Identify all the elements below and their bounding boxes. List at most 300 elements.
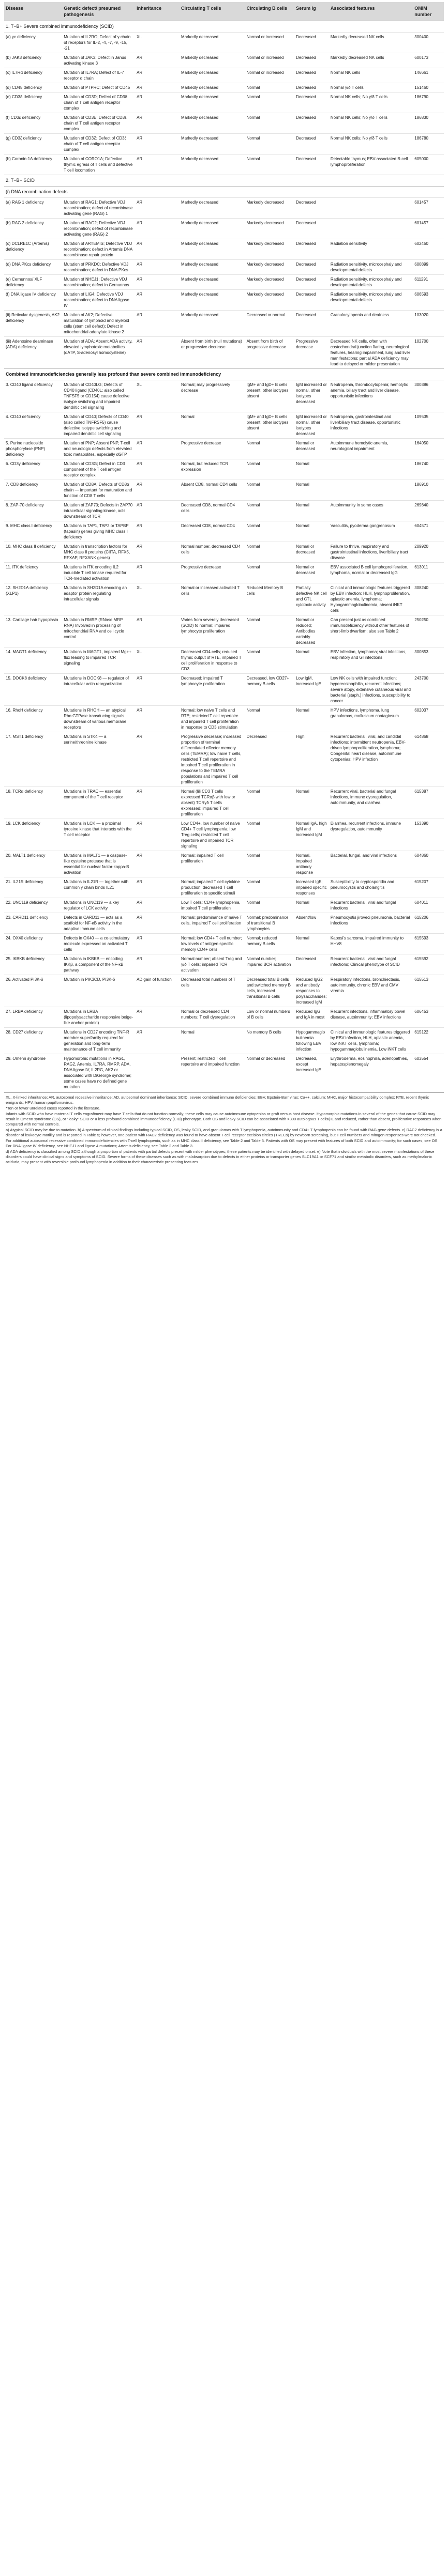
cell-serum-ig: Decreased bbox=[294, 311, 329, 337]
table-row bbox=[4, 380, 444, 412]
table-row bbox=[4, 615, 444, 647]
cell-serum-ig: Reduced IgG2 and antibody responses to polysaccharides; increased IgM bbox=[294, 975, 329, 1007]
cell-disease: 7. CD8 deficiency bbox=[4, 480, 62, 501]
cell-genetic-defect: Mutation of CD3E; Defect of CD3ε chain of T cell antigen receptor complex bbox=[62, 113, 135, 134]
footnote: For additional autosomal recessive combined immunodeficiencies with T-cell lymphopenia, such as in MHC class II deficiency, see Table 2 and Table 3. Patients with OS may present with features of both SCID and autoimmunity; for such cases, see OS. For DNA ligase IV deficiency, see NHEJ1 and ligase 4 mutations; Artemis deficiency, see Table 2 and Table 3. bbox=[6, 1138, 439, 1148]
cell-serum-ig: Normal bbox=[294, 480, 329, 501]
cell-disease: 25. IKBKB deficiency bbox=[4, 954, 62, 975]
cell-b-cells: Normal bbox=[245, 155, 295, 175]
table-row bbox=[4, 311, 444, 337]
cell-serum-ig: Normal bbox=[294, 787, 329, 819]
cell-serum-ig: Decreased bbox=[294, 275, 329, 290]
table-row bbox=[4, 83, 444, 92]
section-title: 1. T−B+ Severe combined immunodeficiency (SCID) bbox=[4, 21, 444, 33]
cell-disease: (c) DCLRE1C (Artemis) deficiency bbox=[4, 239, 62, 260]
section-title: (i) DNA recombination defects bbox=[4, 187, 444, 198]
header-disease: Disease bbox=[4, 2, 62, 21]
cell-associated-features: Respiratory infections, bronchiectasis, autoimmunity, chronic EBV and CMV viremia bbox=[329, 975, 413, 1007]
cell-associated-features: Radiation sensitivity, microcephaly and developmental defects bbox=[329, 275, 413, 290]
cell-t-cells: Low CD4+, low number of naive CD4+ T cell lymphopenia; low Treg cells; restricted T cell repertoire and impaired TCR signaling bbox=[180, 819, 245, 851]
cell-t-cells: Decreased total numbers of T cells bbox=[180, 975, 245, 1007]
table-row bbox=[4, 113, 444, 134]
cell-serum-ig: Normal, impaired antibody response bbox=[294, 851, 329, 877]
table-row bbox=[4, 819, 444, 851]
cell-genetic-defect: Hypomorphic mutations in RAG1, RAG2, Artemis, IL7RA, RMRP, ADA, DNA ligase IV, IL2RG, AK2 or associated with DiGeorge syndrome; some cases have no defined gene mutation bbox=[62, 1054, 135, 1092]
cell-omim: 615592 bbox=[413, 954, 444, 975]
table-row bbox=[4, 219, 444, 239]
cell-t-cells: Absent from birth (null mutations) or progressive decrease bbox=[180, 337, 245, 369]
cell-b-cells: No memory B cells bbox=[245, 1028, 295, 1054]
cell-associated-features bbox=[329, 219, 413, 239]
table-row bbox=[4, 583, 444, 615]
cell-genetic-defect: Mutations in IKBKB — encoding IKKβ, a component of the NF-κB pathway bbox=[62, 954, 135, 975]
cell-t-cells: Markedly decreased bbox=[180, 155, 245, 175]
table-row bbox=[4, 412, 444, 439]
cell-inheritance: AR bbox=[135, 1007, 180, 1028]
cell-genetic-defect: Mutation of LIG4; Defective VDJ recombination; defect in DNA ligase IV bbox=[62, 290, 135, 311]
cell-disease: 29. Omenn syndrome bbox=[4, 1054, 62, 1092]
cell-b-cells: Normal bbox=[245, 647, 295, 674]
cell-t-cells: Normal bbox=[180, 412, 245, 439]
cell-associated-features: Low NK cells with impaired function; hypereosinophilia, recurrent infections; severe atopy, extensive cutaneous viral and bacterial (staph.) infections, susceptibility to cancer bbox=[329, 674, 413, 706]
cell-inheritance: AR bbox=[135, 68, 180, 83]
section-row bbox=[4, 369, 444, 380]
cell-associated-features: Clinical and immunologic features triggered by EBV infection: HLH, lymphoproliferation, aplastic anemia, lymphoma; Hypogammaglobulinemia, absent iNKT cells bbox=[329, 583, 413, 615]
cell-omim: 109535 bbox=[413, 412, 444, 439]
cell-disease: 4. CD40 deficiency bbox=[4, 412, 62, 439]
table-row bbox=[4, 68, 444, 83]
cell-b-cells: Normal bbox=[245, 521, 295, 542]
cell-t-cells: Decreased CD4 cells; reduced thymic output of RTE, impaired T cell proliferation in response to CD3 bbox=[180, 647, 245, 674]
table-row bbox=[4, 92, 444, 113]
cell-genetic-defect: Mutations in DOCK8 — regulator of intracellular actin reorganization bbox=[62, 674, 135, 706]
cell-associated-features: HPV infections, lymphoma, lung granulomas, molluscum contagiosum bbox=[329, 706, 413, 732]
cell-b-cells: IgM+ and IgD+ B cells present, other isotypes absent bbox=[245, 380, 295, 412]
table-row bbox=[4, 155, 444, 175]
cell-genetic-defect: Mutation of IL7RA; Defect of IL-7 receptor α chain bbox=[62, 68, 135, 83]
cell-b-cells: Reduced Memory B cells bbox=[245, 583, 295, 615]
cell-genetic-defect: Mutation of CD3G; Defect in CD3 component of the T cell antigen receptor complex bbox=[62, 459, 135, 480]
cell-inheritance: AR bbox=[135, 198, 180, 219]
cell-omim: 153390 bbox=[413, 819, 444, 851]
cell-b-cells: Normal or increased bbox=[245, 53, 295, 68]
cell-serum-ig: Normal bbox=[294, 521, 329, 542]
table-row bbox=[4, 542, 444, 563]
table-row bbox=[4, 275, 444, 290]
cell-associated-features: Autoimmune hemolytic anemia, neurological impairment bbox=[329, 439, 413, 459]
cell-serum-ig: Reduced IgG and IgA in most bbox=[294, 1007, 329, 1028]
cell-omim: 615206 bbox=[413, 913, 444, 934]
cell-omim: 300386 bbox=[413, 380, 444, 412]
cell-omim: 615513 bbox=[413, 975, 444, 1007]
cell-genetic-defect: Mutation of RAG1; Defective VDJ recombination; defect of recombinase activating gene (RAG) 1 bbox=[62, 198, 135, 219]
cell-associated-features: Granulocytopenia and deafness bbox=[329, 311, 413, 337]
cell-genetic-defect: Mutation of PTPRC; Defect of CD45 bbox=[62, 83, 135, 92]
cell-disease: (a) RAG 1 deficiency bbox=[4, 198, 62, 219]
cell-genetic-defect: Mutation of NHEJ1; Defective VDJ recombination; defect in Cernunnos bbox=[62, 275, 135, 290]
cell-t-cells: Decreased CD8, normal CD4 bbox=[180, 521, 245, 542]
cell-omim: 604571 bbox=[413, 521, 444, 542]
footnote: a) Atypical SCID may be due to mutation. b) A spectrum of clinical findings including typical SCID, OS, leaky SCID, and granulomas with T lymphopenia, autoimmunity and CD4+ T lymphopenia can be found with RAG gene defects. c) RAC2 deficiency is a disorder of leukocyte motility and is reported in Table 5; however, one patient with RAC2 deficiency was found to have absent T cell receptor excision circles (TRECs) by newborn screening, but T cell numbers and mitogen responses were not checked. bbox=[6, 1128, 442, 1137]
section-title: 2. T−B− SCID bbox=[4, 175, 444, 187]
cell-associated-features: Detectable thymus; EBV-associated B-cell lymphoproliferation bbox=[329, 155, 413, 175]
cell-b-cells: Normal bbox=[245, 83, 295, 92]
cell-b-cells: Decreased or normal bbox=[245, 311, 295, 337]
cell-inheritance: AD gain of function bbox=[135, 975, 180, 1007]
cell-genetic-defect: Mutation of ARTEMIS; Defective VDJ recombination; defect in Artemis DNA recombinase-repair protein bbox=[62, 239, 135, 260]
cell-b-cells: Normal or decreased bbox=[245, 1054, 295, 1092]
cell-associated-features: Normal NK cells; No γ/δ T cells bbox=[329, 134, 413, 155]
cell-t-cells: Decreased CD8, normal CD4 cells bbox=[180, 501, 245, 521]
cell-disease: 27. LRBA deficiency bbox=[4, 1007, 62, 1028]
table-row bbox=[4, 898, 444, 913]
cell-disease: (b) JAK3 deficiency bbox=[4, 53, 62, 68]
cell-disease: (ii) Reticular dysgenesis, AK2 deficiency bbox=[4, 311, 62, 337]
cell-b-cells: Normal number; impaired BCR activation bbox=[245, 954, 295, 975]
cell-serum-ig: Decreased bbox=[294, 239, 329, 260]
cell-omim: 151460 bbox=[413, 83, 444, 92]
cell-serum-ig: Normal or decreased bbox=[294, 439, 329, 459]
cell-t-cells: Markedly decreased bbox=[180, 290, 245, 311]
cell-disease: (e) Cernunnos/ XLF deficiency bbox=[4, 275, 62, 290]
cell-disease: 11. ITK deficiency bbox=[4, 563, 62, 583]
cell-serum-ig: Decreased bbox=[294, 83, 329, 92]
section-title: Combined immunodeficiencies generally less profound than severe combined immunodeficiency bbox=[4, 369, 444, 380]
cell-associated-features: Decreased NK cells, often with costochondral junction flaring, neurological features, hearing impairment, lung and liver manifestations; partial ADA deficiency may lead to delayed or milder presentation bbox=[329, 337, 413, 369]
cell-disease: 23. CARD11 deficiency bbox=[4, 913, 62, 934]
cell-t-cells: Markedly decreased bbox=[180, 219, 245, 239]
cell-inheritance: AR bbox=[135, 83, 180, 92]
cell-disease: (iii) Adenosine deaminase (ADA) deficiency bbox=[4, 337, 62, 369]
section-row bbox=[4, 175, 444, 187]
cell-b-cells: Normal bbox=[245, 542, 295, 563]
table-row bbox=[4, 480, 444, 501]
cell-t-cells: Normal; low CD4+ T cell number; low levels of antigen specific memory CD4+ cells bbox=[180, 934, 245, 954]
cell-inheritance: AR bbox=[135, 155, 180, 175]
cell-associated-features: Clinical and immunologic features triggered by EBV infection, HLH, aplastic anemia, low iNKT cells, lymphoma; hypogammaglobulinemia, Low iNKT cells bbox=[329, 1028, 413, 1054]
cell-serum-ig: Hypogammaglobulinemia following EBV infection bbox=[294, 1028, 329, 1054]
cell-omim: 615122 bbox=[413, 1028, 444, 1054]
cell-t-cells: Normal or decreased CD4 numbers; T cell dysregulation bbox=[180, 1007, 245, 1028]
header-associated-features: Associated features bbox=[329, 2, 413, 21]
cell-genetic-defect: Defects in OX40 — a co-stimulatory molecule expressed on activated T cells bbox=[62, 934, 135, 954]
cell-disease: 28. CD27 deficiency bbox=[4, 1028, 62, 1054]
cell-disease: 15. DOCK8 deficiency bbox=[4, 674, 62, 706]
cell-associated-features bbox=[329, 459, 413, 480]
table-row bbox=[4, 439, 444, 459]
cell-inheritance: AR bbox=[135, 819, 180, 851]
cell-disease: (c) IL7Rα deficiency bbox=[4, 68, 62, 83]
cell-disease: 14. MAGT1 deficiency bbox=[4, 647, 62, 674]
cell-disease: 10. MHC class II deficiency bbox=[4, 542, 62, 563]
footnote: d) ADA deficiency is classified among SCID although a proportion of patients with partial defects present with milder phenotypes; these patients may be identified with delayed onset. e) Note that individuals with the most severe manifestations of these disorders could have clinical signs and symptoms of SCID. Severe forms of these diseases such as with malabsorption due to defects in either proteins or transporter genes SLC19A1 or SCF71 and similar metabolic disorders, such as methylmalonic aciduria, may present with reversible profound lymphopenia in addition to their characteristic presenting features. bbox=[6, 1149, 435, 1164]
cell-omim: 300853 bbox=[413, 647, 444, 674]
cell-inheritance: AR bbox=[135, 439, 180, 459]
cell-serum-ig: Decreased bbox=[294, 134, 329, 155]
cell-associated-features: EBV associated B cell lymphoproliferation, lymphoma, normal or decreased IgG bbox=[329, 563, 413, 583]
cell-t-cells: Normal number, decreased CD4 cells bbox=[180, 542, 245, 563]
cell-serum-ig: Decreased bbox=[294, 954, 329, 975]
footnote: XL, X-linked inheritance; AR, autosomal recessive inheritance; AD, autosomal dominant inheritance; SCID, severe combined immune deficiencies; EBV, Epstein-Barr virus; Ca++, calcium; MHC, major histocompatibility complex; RTE, recent thymic emigrants; HPV, human papillomavirus. bbox=[6, 1095, 429, 1105]
table-row bbox=[4, 787, 444, 819]
table-row bbox=[4, 198, 444, 219]
cell-inheritance: XL bbox=[135, 583, 180, 615]
cell-omim: 601457 bbox=[413, 198, 444, 219]
table-row bbox=[4, 290, 444, 311]
cell-b-cells: Normal bbox=[245, 898, 295, 913]
cell-genetic-defect: Mutations in STK4 — a serine/threonine kinase bbox=[62, 732, 135, 787]
cell-omim: 602450 bbox=[413, 239, 444, 260]
cell-b-cells: Normal bbox=[245, 851, 295, 877]
cell-b-cells: Markedly decreased bbox=[245, 290, 295, 311]
cell-omim: 600899 bbox=[413, 260, 444, 275]
cell-inheritance: AR bbox=[135, 913, 180, 934]
cell-serum-ig: Decreased bbox=[294, 33, 329, 53]
cell-genetic-defect: Mutation of RAG2; Defective VDJ recombination; defect of recombinase activating gene (RAG) 2 bbox=[62, 219, 135, 239]
cell-omim: 243700 bbox=[413, 674, 444, 706]
cell-genetic-defect: Mutation of PRKDC; Defective VDJ recombination; defect in DNA PKcs bbox=[62, 260, 135, 275]
cell-serum-ig: Decreased bbox=[294, 260, 329, 275]
table-row bbox=[4, 1028, 444, 1054]
cell-t-cells: Markedly decreased bbox=[180, 134, 245, 155]
cell-associated-features: Autoimmunity in some cases bbox=[329, 501, 413, 521]
cell-genetic-defect: Mutations in RHOH — an atypical Rho GTPase transducing signals downstream of various membrane receptors bbox=[62, 706, 135, 732]
cell-b-cells: Decreased total B cells and switched memory B cells, increased transitional B cells bbox=[245, 975, 295, 1007]
cell-b-cells: Absent from birth of progressive decrease bbox=[245, 337, 295, 369]
cell-inheritance: XL bbox=[135, 647, 180, 674]
cell-omim: 615387 bbox=[413, 787, 444, 819]
cell-t-cells: Markedly decreased bbox=[180, 68, 245, 83]
cell-genetic-defect: Mutation of ADA; Absent ADA activity, elevated lymphotoxic metabolites (dATP, S-adenosyl homocysteine) bbox=[62, 337, 135, 369]
cell-associated-features bbox=[329, 480, 413, 501]
header-t-cells: Circulating T cells bbox=[180, 2, 245, 21]
cell-t-cells: Progressive decrease; increased proportion of terminal differentiated effector memory cells (TEMRA); low naive T cells, restricted T cell repertoire and impaired T cell proliferation in response to the TEMRA populations and impaired T cell proliferation bbox=[180, 732, 245, 787]
table-row bbox=[4, 33, 444, 53]
cell-inheritance: AR bbox=[135, 1028, 180, 1054]
cell-b-cells: Normal bbox=[245, 459, 295, 480]
cell-genetic-defect: Mutations in LCK — a proximal tyrosine kinase that interacts with the T cell receptor bbox=[62, 819, 135, 851]
table-row bbox=[4, 674, 444, 706]
cell-associated-features: Radiation sensitivity, microcephaly and developmental defects bbox=[329, 290, 413, 311]
cell-inheritance: XL bbox=[135, 380, 180, 412]
cell-associated-features: Recurrent infections, inflammatory bowel disease, autoimmunity; EBV infections bbox=[329, 1007, 413, 1028]
cell-t-cells: Present; restricted T cell repertoire and impaired function bbox=[180, 1054, 245, 1092]
cell-inheritance: AR bbox=[135, 53, 180, 68]
cell-b-cells: Normal; predominance of transitional B lymphocytes bbox=[245, 913, 295, 934]
header-genetic-defect: Genetic defect/ presumed pathogenesis bbox=[62, 2, 135, 21]
cell-omim: 601457 bbox=[413, 219, 444, 239]
cell-inheritance: AR bbox=[135, 290, 180, 311]
cell-disease: 22. UNC119 deficiency bbox=[4, 898, 62, 913]
cell-serum-ig: Normal bbox=[294, 898, 329, 913]
cell-omim: 186740 bbox=[413, 459, 444, 480]
cell-genetic-defect: Mutations in SH2D1A encoding an adaptor protein regulating intracellular signals bbox=[62, 583, 135, 615]
cell-b-cells: Normal bbox=[245, 134, 295, 155]
cell-b-cells: Normal bbox=[245, 819, 295, 851]
table-row bbox=[4, 1007, 444, 1028]
cell-b-cells: Markedly decreased bbox=[245, 239, 295, 260]
cell-b-cells: Normal bbox=[245, 787, 295, 819]
cell-disease: 16. RhoH deficiency bbox=[4, 706, 62, 732]
cell-inheritance: AR bbox=[135, 563, 180, 583]
cell-serum-ig: Normal bbox=[294, 706, 329, 732]
table-row bbox=[4, 1054, 444, 1092]
cell-inheritance: AR bbox=[135, 877, 180, 898]
cell-inheritance: AR bbox=[135, 898, 180, 913]
cell-omim: 604011 bbox=[413, 898, 444, 913]
table-row bbox=[4, 877, 444, 898]
cell-b-cells: Normal or increased bbox=[245, 33, 295, 53]
table-row bbox=[4, 501, 444, 521]
cell-serum-ig: Decreased bbox=[294, 53, 329, 68]
cell-disease: 3. CD40 ligand deficiency bbox=[4, 380, 62, 412]
header-b-cells: Circulating B cells bbox=[245, 2, 295, 21]
cell-serum-ig: Increased IgE; impaired specific responses bbox=[294, 877, 329, 898]
cell-omim: 308240 bbox=[413, 583, 444, 615]
cell-inheritance: AR bbox=[135, 674, 180, 706]
cell-disease: (d) DNA PKcs deficiency bbox=[4, 260, 62, 275]
cell-b-cells: Normal bbox=[245, 480, 295, 501]
cell-b-cells: Normal bbox=[245, 113, 295, 134]
cell-genetic-defect: Mutations in TAP1, TAP2 or TAPBP (tapasin) genes giving MHC class I deficiency bbox=[62, 521, 135, 542]
cell-omim: 186910 bbox=[413, 480, 444, 501]
immunodeficiency-table bbox=[4, 2, 444, 1091]
cell-genetic-defect: Mutation of CD3D; Defect of CD3δ chain of T cell antigen receptor complex bbox=[62, 92, 135, 113]
table-body bbox=[4, 21, 444, 1092]
cell-b-cells: Decreased bbox=[245, 732, 295, 787]
cell-t-cells: Normal bbox=[180, 1028, 245, 1054]
cell-genetic-defect: Mutation of CD40LG; Defects of CD40 ligand (CD40L; also called TNFSF5 or CD154) cause defective isotype switching and impaired dendritic cell signaling bbox=[62, 380, 135, 412]
cell-inheritance: AR bbox=[135, 92, 180, 113]
cell-inheritance: AR bbox=[135, 615, 180, 647]
cell-t-cells: Markedly decreased bbox=[180, 53, 245, 68]
cell-genetic-defect: Mutation in transcription factors for MHC class II proteins (CIITA, RFX5, RFXAP, RFXANK genes) bbox=[62, 542, 135, 563]
cell-omim: 186830 bbox=[413, 113, 444, 134]
cell-genetic-defect: Mutation of ZAP70; Defects in ZAP70 intracellular signaling kinase, acts downstream of TCR bbox=[62, 501, 135, 521]
cell-omim: 269840 bbox=[413, 501, 444, 521]
cell-t-cells: Progressive decrease bbox=[180, 563, 245, 583]
cell-omim: 103020 bbox=[413, 311, 444, 337]
cell-t-cells: Low T cells: CD4+ lymphopenia, impaired T cell proliferation bbox=[180, 898, 245, 913]
cell-serum-ig: Normal or reduced; Antibodies variably decreased bbox=[294, 615, 329, 647]
cell-inheritance: AR bbox=[135, 134, 180, 155]
cell-disease: (f) DNA ligase IV deficiency bbox=[4, 290, 62, 311]
cell-t-cells: Normal; impaired T cell proliferation bbox=[180, 851, 245, 877]
cell-t-cells: Absent CD8, normal CD4 cells bbox=[180, 480, 245, 501]
cell-omim: 250250 bbox=[413, 615, 444, 647]
cell-inheritance: AR bbox=[135, 732, 180, 787]
cell-genetic-defect: Mutation of CD40; Defects of CD40 (also called TNFRSF5) cause defective isotype switching and impaired dendritic cell signaling bbox=[62, 412, 135, 439]
cell-inheritance: AR bbox=[135, 239, 180, 260]
table-row bbox=[4, 563, 444, 583]
cell-t-cells: Markedly decreased bbox=[180, 198, 245, 219]
cell-associated-features: Pneumocystis jiroveci pneumonia, bacterial infections bbox=[329, 913, 413, 934]
table-row bbox=[4, 934, 444, 954]
cell-b-cells: Low or normal numbers of B cells bbox=[245, 1007, 295, 1028]
cell-t-cells: Decreased; impaired T lymphocyte proliferation bbox=[180, 674, 245, 706]
table-row bbox=[4, 975, 444, 1007]
table-row bbox=[4, 337, 444, 369]
cell-t-cells: Markedly decreased bbox=[180, 239, 245, 260]
cell-serum-ig: Low IgM, increased IgE bbox=[294, 674, 329, 706]
cell-inheritance: AR bbox=[135, 542, 180, 563]
cell-inheritance: AR bbox=[135, 501, 180, 521]
cell-associated-features: Can present just as combined immunodeficiency without other features of short-limb dwarfism; also see Table 2 bbox=[329, 615, 413, 647]
cell-associated-features: Normal NK cells bbox=[329, 68, 413, 83]
header-inheritance: Inheritance bbox=[135, 2, 180, 21]
cell-associated-features: Normal γ/δ T cells bbox=[329, 83, 413, 92]
cell-disease: 8. ZAP-70 deficiency bbox=[4, 501, 62, 521]
cell-serum-ig: Decreased bbox=[294, 290, 329, 311]
cell-disease: 9. MHC class I deficiency bbox=[4, 521, 62, 542]
table-row bbox=[4, 954, 444, 975]
cell-genetic-defect: Mutation of CD8A; Defects of CD8α chain — important for maturation and function of CD8 T cells bbox=[62, 480, 135, 501]
cell-t-cells: Normal or increased activated T cells bbox=[180, 583, 245, 615]
cell-omim: 600173 bbox=[413, 53, 444, 68]
cell-t-cells: Markedly decreased bbox=[180, 92, 245, 113]
cell-disease: (h) Coronin-1A deficiency bbox=[4, 155, 62, 175]
cell-serum-ig: IgM increased or normal, other isotypes decreased bbox=[294, 412, 329, 439]
cell-inheritance: AR bbox=[135, 459, 180, 480]
cell-serum-ig: Normal IgA, high IgM and increased IgM bbox=[294, 819, 329, 851]
footnotes bbox=[4, 1092, 444, 1165]
cell-inheritance: AR bbox=[135, 412, 180, 439]
cell-disease: 21. IL21R deficiency bbox=[4, 877, 62, 898]
cell-inheritance: AR bbox=[135, 311, 180, 337]
cell-t-cells: Markedly decreased bbox=[180, 311, 245, 337]
cell-associated-features: Markedly decreased NK cells bbox=[329, 33, 413, 53]
cell-serum-ig: Normal bbox=[294, 459, 329, 480]
cell-inheritance: AR bbox=[135, 260, 180, 275]
cell-t-cells: Normal number; absent Treg and γ/δ T cells; impaired TCR activation bbox=[180, 954, 245, 975]
cell-inheritance bbox=[135, 1054, 180, 1092]
cell-b-cells: Normal bbox=[245, 439, 295, 459]
table-row bbox=[4, 913, 444, 934]
cell-disease: (e) CD3δ deficiency bbox=[4, 92, 62, 113]
cell-b-cells: Normal bbox=[245, 563, 295, 583]
cell-t-cells: Normal; impaired T cell cytokine production; decreased T cell proliferation to specific stimuli bbox=[180, 877, 245, 898]
cell-associated-features: Markedly decreased NK cells bbox=[329, 53, 413, 68]
cell-b-cells: Markedly decreased bbox=[245, 198, 295, 219]
cell-serum-ig: Absent/low bbox=[294, 913, 329, 934]
cell-b-cells: Markedly decreased bbox=[245, 260, 295, 275]
cell-disease: 24. OX40 deficiency bbox=[4, 934, 62, 954]
cell-b-cells: Markedly decreased bbox=[245, 275, 295, 290]
cell-omim: 186790 bbox=[413, 92, 444, 113]
cell-associated-features: Failure to thrive, respiratory and gastrointestinal infections, liver/biliary tract disease bbox=[329, 542, 413, 563]
cell-serum-ig: Normal or decreased bbox=[294, 563, 329, 583]
cell-omim: 209920 bbox=[413, 542, 444, 563]
cell-inheritance: AR bbox=[135, 275, 180, 290]
cell-t-cells: Markedly decreased bbox=[180, 275, 245, 290]
cell-genetic-defect: Mutations in ITK encoding IL2 inducible T cell kinase required for TCR-mediated activation bbox=[62, 563, 135, 583]
cell-omim: 613011 bbox=[413, 563, 444, 583]
cell-associated-features: Vasculitis, pyoderma gangrenosum bbox=[329, 521, 413, 542]
cell-disease: 20. MALT1 deficiency bbox=[4, 851, 62, 877]
cell-associated-features: Normal NK cells; No γ/δ T cells bbox=[329, 92, 413, 113]
cell-b-cells: Markedly decreased bbox=[245, 219, 295, 239]
cell-genetic-defect: Mutation in RMRP (RNase MRP RNA) Involved in processing of mitochondrial RNA and cell cycle control bbox=[62, 615, 135, 647]
table-row bbox=[4, 647, 444, 674]
cell-b-cells: Normal bbox=[245, 501, 295, 521]
cell-genetic-defect: Mutation of JAK3; Defect in Janus activating kinase 3 bbox=[62, 53, 135, 68]
cell-t-cells: Markedly decreased bbox=[180, 83, 245, 92]
cell-omim: 602037 bbox=[413, 706, 444, 732]
cell-t-cells: Normal; may progressively decrease bbox=[180, 380, 245, 412]
cell-omim: 606593 bbox=[413, 290, 444, 311]
cell-genetic-defect: Mutation of AK2; Defective maturation of lymphoid and myeloid cells (stem cell defect); Defect in mitochondrial adenylate kinase 2 bbox=[62, 311, 135, 337]
cell-omim: 615207 bbox=[413, 877, 444, 898]
